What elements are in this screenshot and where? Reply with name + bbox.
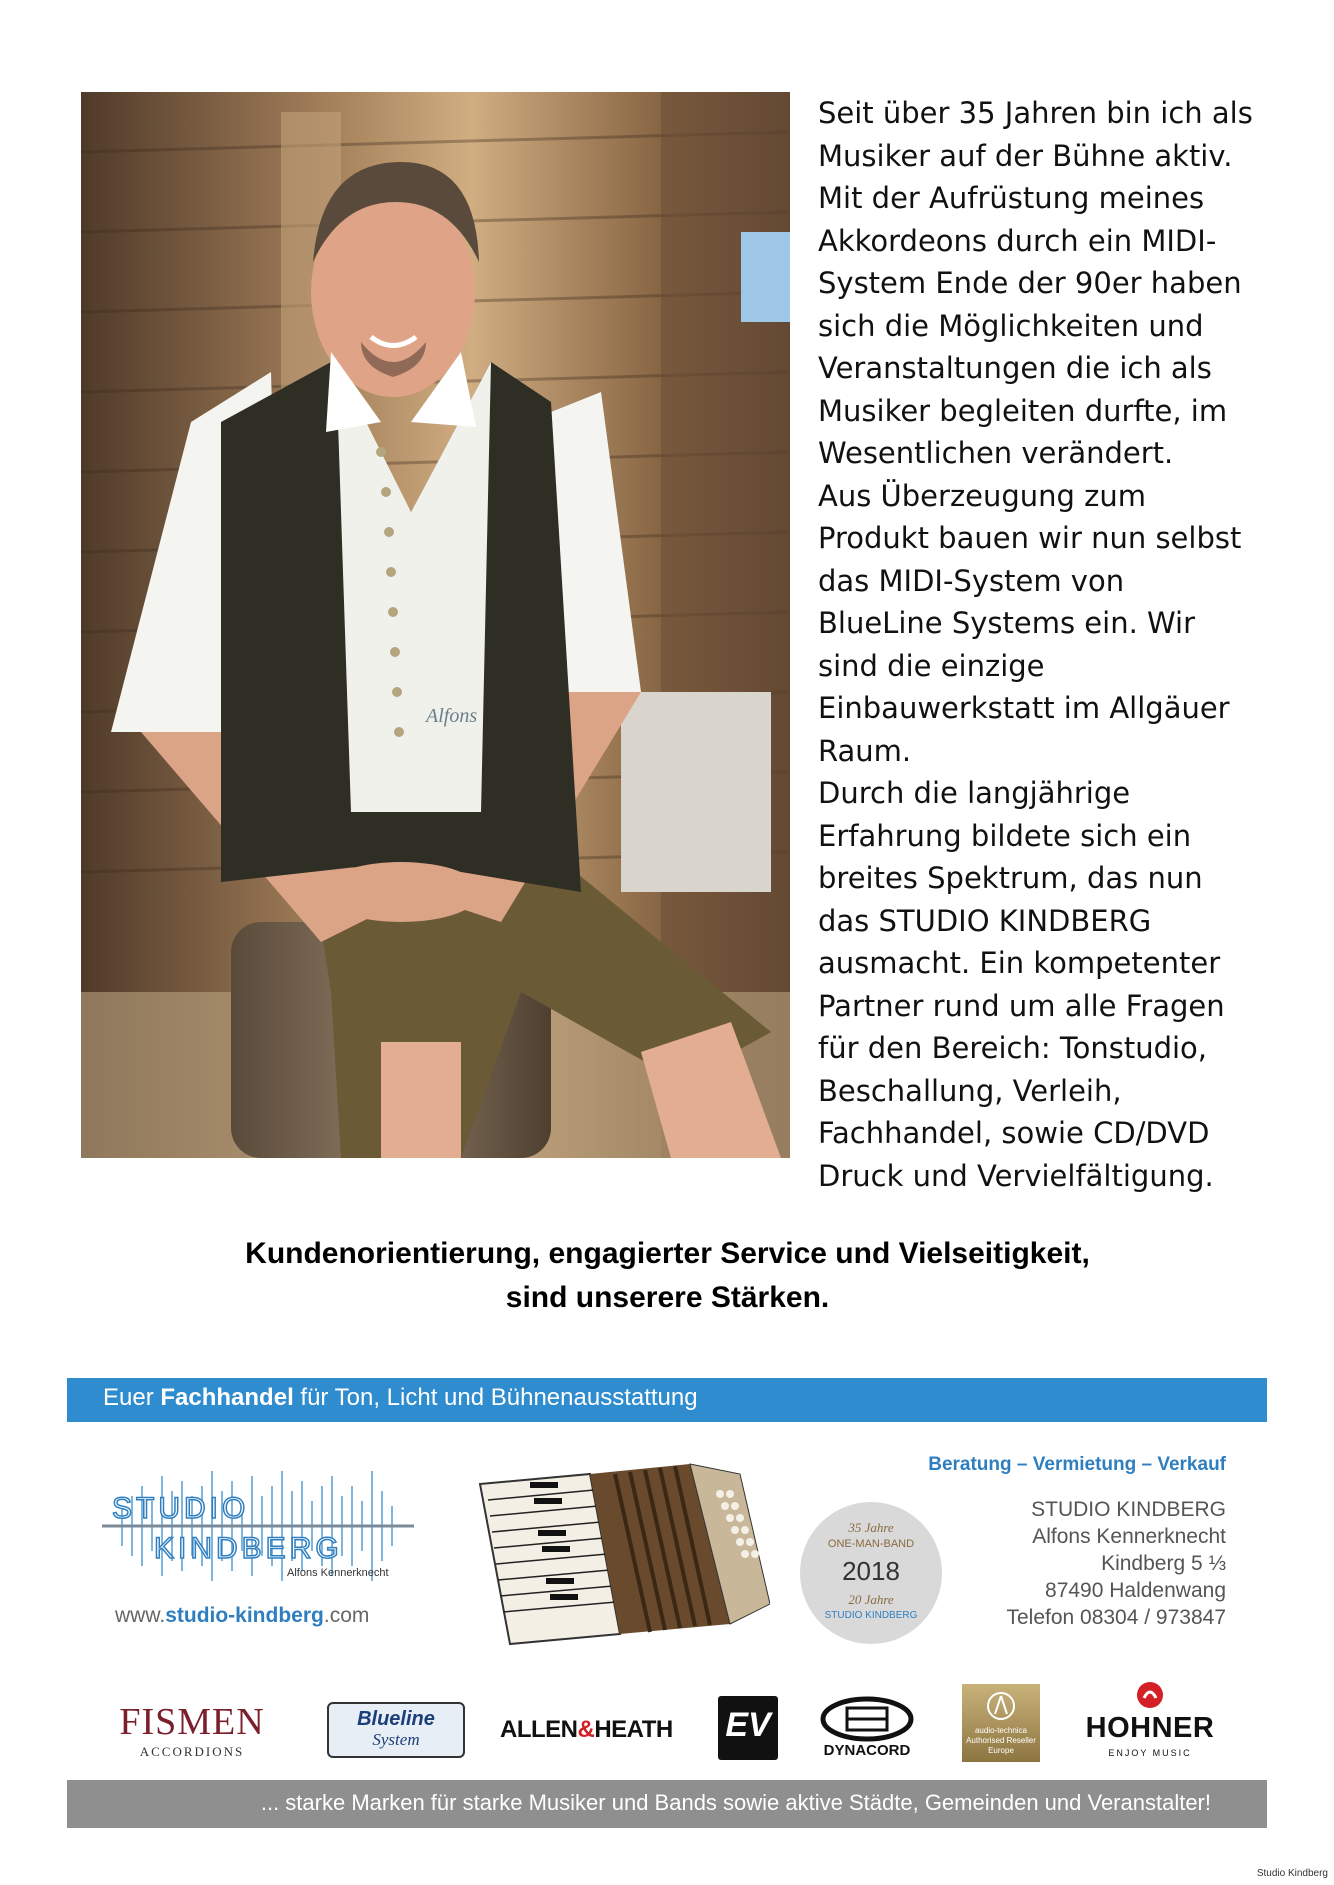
intro-line: das STUDIO KINDBERG: [818, 903, 1152, 938]
footer-text: ... starke Marken für starke Musiker und Bands sowie aktive Städte, Gemeinden und Veranstalter!: [260, 1790, 1211, 1815]
banner-bold: Fachhandel: [160, 1384, 294, 1411]
intro-line: Raum.: [818, 733, 912, 768]
banner-text: Euer Fachhandel für Ton, Licht und Bühnenausstattung: [103, 1384, 698, 1411]
address-line: 87490 Haldenwang: [1045, 1579, 1226, 1602]
address-block: [900, 1496, 1226, 1631]
slogan: [120, 1232, 1215, 1320]
intro-line: Mit der Aufrüstung meines: [818, 181, 1205, 215]
intro-line: sich die Möglichkeiten und: [818, 308, 1204, 343]
anniv-year: 2018: [842, 1556, 900, 1586]
anniv-20-jahre: 20 Jahre: [848, 1592, 894, 1607]
allen-heath-logo: ALLEN&HEATH: [500, 1716, 673, 1743]
intro-line: Musiker auf der Bühne aktiv.: [818, 138, 1233, 173]
intro-line: ausmacht. Ein kompetenter: [818, 946, 1221, 980]
hohner-emblem-icon: [1135, 1680, 1165, 1710]
intro-line: für den Bereich: Tonstudio,: [818, 1031, 1208, 1065]
fachhandel-banner: [67, 1378, 1267, 1422]
logo-line-2: KINDBERG: [154, 1532, 343, 1565]
intro-line: Musiker begleiten durfte, im: [818, 393, 1228, 428]
corner-credit: Studio Kindberg: [1256, 1868, 1328, 1879]
intro-line: Druck und Vervielfältigung.: [818, 1158, 1214, 1193]
address-line: STUDIO KINDBERG: [1031, 1498, 1226, 1521]
anniv-35-jahre: 35 Jahre: [848, 1520, 894, 1535]
accordion-image: [470, 1454, 770, 1654]
intro-line: sind die einzige: [818, 648, 1045, 683]
intro-line: das MIDI-System von: [818, 563, 1125, 598]
intro-line: Erfahrung bildete sich ein: [818, 818, 1192, 853]
intro-line: Veranstaltungen die ich als: [818, 351, 1212, 385]
intro-line: Produkt bauen wir nun selbst: [818, 521, 1242, 555]
slogan-line-1: Kundenorientierung, engagierter Service und Vielseitigkeit,: [245, 1237, 1090, 1270]
address-line: Kindberg 5 ⅓: [1101, 1552, 1226, 1575]
ev-logo: EV: [718, 1696, 778, 1760]
intro-line: Durch die langjährige: [818, 776, 1131, 810]
fismen-logo: FISMEN ACCORDIONS: [119, 1701, 265, 1759]
intro-line: Einbauwerkstatt im Allgäuer: [818, 691, 1230, 725]
audio-technica-logo: audio-technica Authorised Reseller Europe: [962, 1684, 1040, 1762]
blueline-logo: Blueline System: [327, 1702, 465, 1758]
intro-paragraph: [818, 92, 1288, 1197]
dynacord-emblem-icon: [812, 1696, 922, 1742]
logo-sub: Alfons Kennerknecht: [287, 1567, 389, 1579]
phone-number: Telefon 08304 / 973847: [1006, 1606, 1226, 1629]
intro-line: Beschallung, Verleih,: [818, 1073, 1122, 1108]
address-line: Alfons Kennerknecht: [1032, 1525, 1226, 1548]
logo-line-1: STUDIO: [112, 1492, 250, 1525]
intro-line: System Ende der 90er haben: [818, 266, 1242, 300]
studio-kindberg-logo: [102, 1466, 414, 1586]
footer-bar: [67, 1780, 1267, 1828]
musician-photo: [81, 92, 790, 1158]
intro-line: breites Spektrum, das nun: [818, 861, 1203, 895]
intro-line: BlueLine Systems ein. Wir: [818, 606, 1196, 640]
audio-technica-emblem-icon: [962, 1684, 1040, 1724]
shirt-embroidery: Alfons: [426, 705, 478, 727]
slogan-line-2: sind unserere Stärken.: [505, 1281, 830, 1314]
intro-line: Partner rund um alle Fragen: [818, 988, 1225, 1023]
website-link[interactable]: www.studio-kindberg.com: [115, 1604, 370, 1627]
intro-line: Seit über 35 Jahren bin ich als: [818, 96, 1253, 130]
services-tagline: Beratung – Vermietung – Verkauf: [928, 1454, 1226, 1475]
dynacord-logo: DYNACORD: [812, 1696, 922, 1764]
intro-line: Fachhandel, sowie CD/DVD: [818, 1116, 1210, 1150]
intro-line: Aus Überzeugung zum: [818, 478, 1147, 513]
hohner-logo: HOHNER ENJOY MUSIC: [1074, 1680, 1226, 1762]
intro-line: Wesentlichen verändert.: [818, 436, 1174, 470]
anniv-name: STUDIO KINDBERG: [824, 1610, 918, 1621]
anniv-label: ONE-MAN-BAND: [827, 1538, 915, 1550]
intro-line: Akkordeons durch ein MIDI-: [818, 223, 1217, 258]
